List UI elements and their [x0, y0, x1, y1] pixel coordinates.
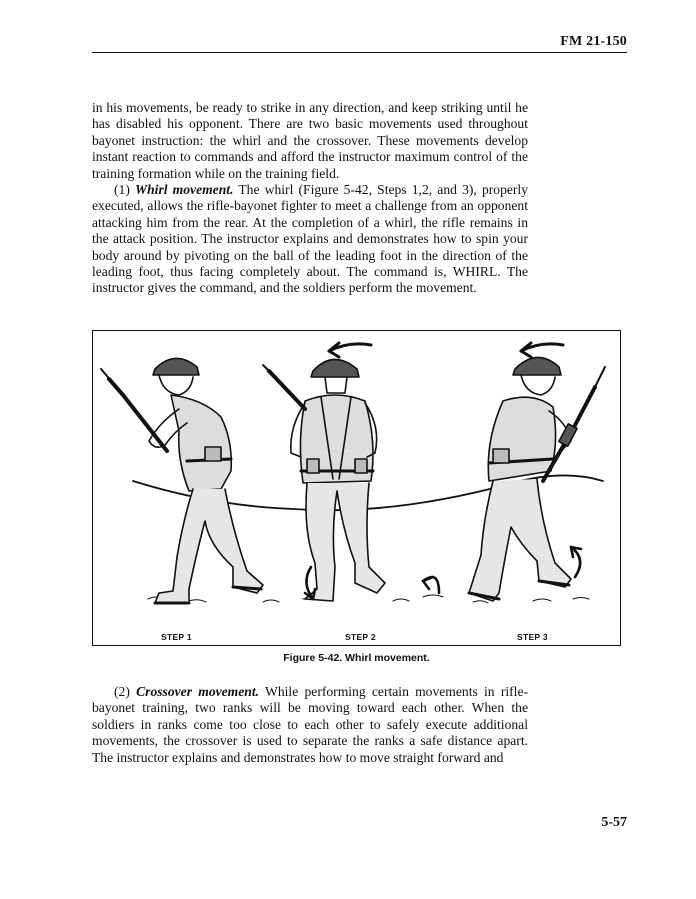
paragraph-crossover — [92, 684, 528, 766]
whirl-illustration — [93, 331, 621, 646]
step-2-label: STEP 2 — [345, 632, 376, 642]
soldier-step2 — [263, 343, 439, 601]
whirl-text: The whirl (Figure 5-42, Steps 1,2, and 3), properly executed, allows the rifle-bayonet fighter to meet a challenge from an opponent attacking him from the rear. At the completion of a whirl, the rifle remains in the attack position. The instructor explains and demonstrates how to spin your body around by pivoting on the ball of the leading foot in the direction of the leading foot, thus facing completely about. The command is, WHIRL. The instructor gives the command, and the soldiers perform the movement. — [92, 182, 529, 296]
text-block-top — [92, 100, 528, 297]
crossover-number: (2) — [114, 684, 137, 699]
whirl-heading: Whirl movement. — [135, 182, 234, 198]
soldier-step3 — [469, 343, 605, 601]
manual-id: FM 21-150 — [560, 34, 627, 49]
crossover-text: While performing certain movements in rifle-bayonet training, two ranks will be moving toward each other. When the soldiers in ranks come too close to each other to safely execute additional movements, the crossover is used to separate the ranks a safe distance apart. The instructor explains and demonstrates how to move straight forward and — [92, 684, 529, 765]
step-3-label: STEP 3 — [517, 632, 548, 642]
page-number: 5-57 — [601, 815, 627, 830]
figure-whirl-movement — [92, 330, 621, 646]
step-1-label: STEP 1 — [161, 632, 192, 642]
page-header — [92, 30, 627, 53]
paragraph-continuation: in his movements, be ready to strike in any direction, and keep striking until he has disabled his opponent. There are two basic movements used throughout bayonet instruction: the whirl and the crossover. These movements develop instant reaction to commands and afford the instructor maximum control of the training formation while on the training field. — [92, 100, 528, 181]
figure-caption: Figure 5-42. Whirl movement. — [283, 652, 430, 664]
crossover-heading: Crossover movement. — [136, 684, 260, 699]
text-block-bottom — [92, 684, 528, 766]
paragraph-whirl — [92, 182, 528, 297]
soldier-step1 — [101, 358, 263, 603]
whirl-number: (1) — [114, 182, 136, 198]
